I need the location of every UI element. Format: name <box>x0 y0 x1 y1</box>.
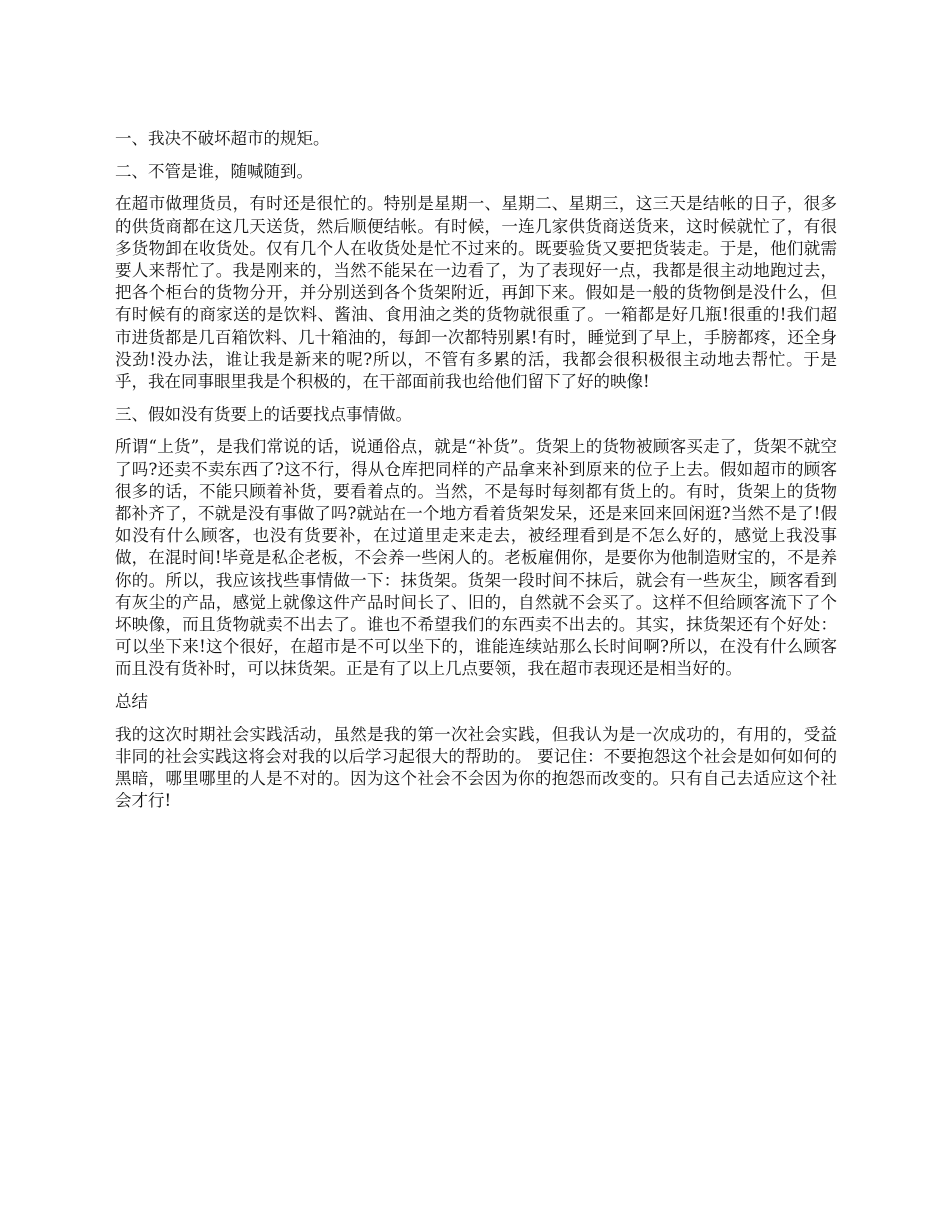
document-body <box>115 128 837 823</box>
paragraph-receiving-help: 在超市做理货员，有时还是很忙的。特别是星期一、星期二、星期三，这三天是结帐的日子，很多的供货商都在这几天送货，然后顺便结帐。有时候，一连几家供货商送货来，这时候就忙了，有很多货物卸在收货处。仅有几个人在收货处是忙不过来的。既要验货又要把货装走。于是，他们就需要人来帮忙了。我是刚来的，当然不能呆在一边看了，为了表现好一点，我都是很主动地跑过去，把各个柜台的货物分开，并分别送到各个货架附近，再卸下来。假如是一般的货物倒是没什么，但有时候有的商家送的是饮料、酱油、食用油之类的货物就很重了。一箱都是好几瓶!很重的!我们超市进货都是几百箱饮料、几十箱油的，每卸一次都特别累!有时，睡觉到了早上，手膀都疼，还全身没劲!没办法，谁让我是新来的呢?所以，不管有多累的活，我都会很积极很主动地去帮忙。于是乎，我在同事眼里我是个积极的，在干部面前我也给他们留下了好的映像! <box>115 194 837 392</box>
paragraph-summary: 我的这次时期社会实践活动，虽然是我的第一次社会实践，但我认为是一次成功的，有用的，受益非同的社会实践这将会对我的以后学习起很大的帮助的。 要记住：不要抱怨这个社会是如何如何的黑暗，哪里哪里的人是不对的。因为这个社会不会因为你的抱怨而改变的。只有自己去适应这个社会才行! <box>115 724 837 811</box>
paragraph-restocking: 所谓“上货”，是我们常说的话，说通俗点，就是“补货”。货架上的货物被顾客买走了，货架不就空了吗?还卖不卖东西了?这不行，得从仓库把同样的产品拿来补到原来的位子上去。假如超市的顾客很多的话，不能只顾着补货，要看着点的。当然，不是每时每刻都有货上的。有时，货架上的货物都补齐了，不就是没有事做了吗?就站在一个地方看着货架发呆，还是来回来回闲逛?当然不是了!假如没有什么顾客，也没有货要补，在过道里走来走去，被经理看到是不怎么好的，感觉上我没事做，在混时间!毕竟是私企老板，不会养一些闲人的。老板雇佣你，是要你为他制造财宝的，不是养你的。所以，我应该找些事情做一下：抹货架。货架一段时间不抹后，就会有一些灰尘，顾客看到有灰尘的产品，感觉上就像这件产品时间长了、旧的，自然就不会买了。这样不但给顾客流下了个坏映像，而且货物就卖不出去了。谁也不希望我们的东西卖不出去的。其实，抹货架还有个好处：可以坐下来!这个很好，在超市是不可以坐下的，谁能连续站那么长时间啊?所以，在没有什么顾客而且没有货补时，可以抹货架。正是有了以上几点要领，我在超市表现还是相当好的。 <box>115 437 837 679</box>
summary-heading: 总结 <box>115 692 148 712</box>
section-heading-2: 二、不管是谁，随喊随到。 <box>115 161 313 181</box>
section-heading-3: 三、假如没有货要上的话要找点事情做。 <box>115 404 412 424</box>
section-heading-1: 一、我决不破坏超市的规矩。 <box>115 129 330 148</box>
